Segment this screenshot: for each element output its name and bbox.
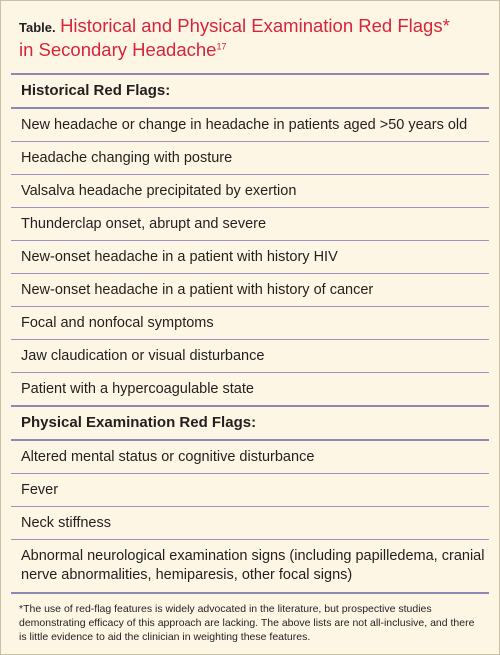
section-heading-physical: Physical Examination Red Flags: [21, 414, 257, 431]
table-title-line-2: in Secondary Headache [19, 39, 217, 60]
footnote: *The use of red-flag features is widely advocated in the literature, but prospective studies demonstrating efficacy of this approach are lacking. The above lists are not all-inclusive, and there is little evidence to aid the clinician in weighting these features. [19, 603, 475, 643]
table-row: Neck stiffness [21, 515, 111, 531]
table-title-line-1: Historical and Physical Examination Red Flags* [60, 15, 450, 36]
table-row: Jaw claudication or visual disturbance [21, 348, 265, 364]
table-row: Fever [21, 482, 59, 498]
table-row: New-onset headache in a patient with history HIV [21, 249, 338, 265]
table-title [11, 1, 489, 63]
table-row: Valsalva headache precipitated by exertion [21, 183, 297, 199]
table-label: Table. [19, 20, 56, 35]
table-row: Abnormal neurological examination signs (including papilledema, cranial nerve abnormalities, hemiparesis, other focal signs) [21, 548, 485, 583]
table-row: Patient with a hypercoagulable state [21, 381, 254, 397]
table-body [11, 73, 489, 594]
table-row: Thunderclap onset, abrupt and severe [21, 216, 267, 232]
table-row: New headache or change in headache in patients aged >50 years old [21, 117, 468, 133]
section-heading-historical: Historical Red Flags: [21, 82, 171, 99]
table-row: Headache changing with posture [21, 150, 233, 166]
reference-superscript: 17 [216, 41, 227, 52]
table-row: Altered mental status or cognitive disturbance [21, 449, 315, 465]
table-row: Focal and nonfocal symptoms [21, 315, 214, 331]
table-row: New-onset headache in a patient with history of cancer [21, 282, 374, 298]
